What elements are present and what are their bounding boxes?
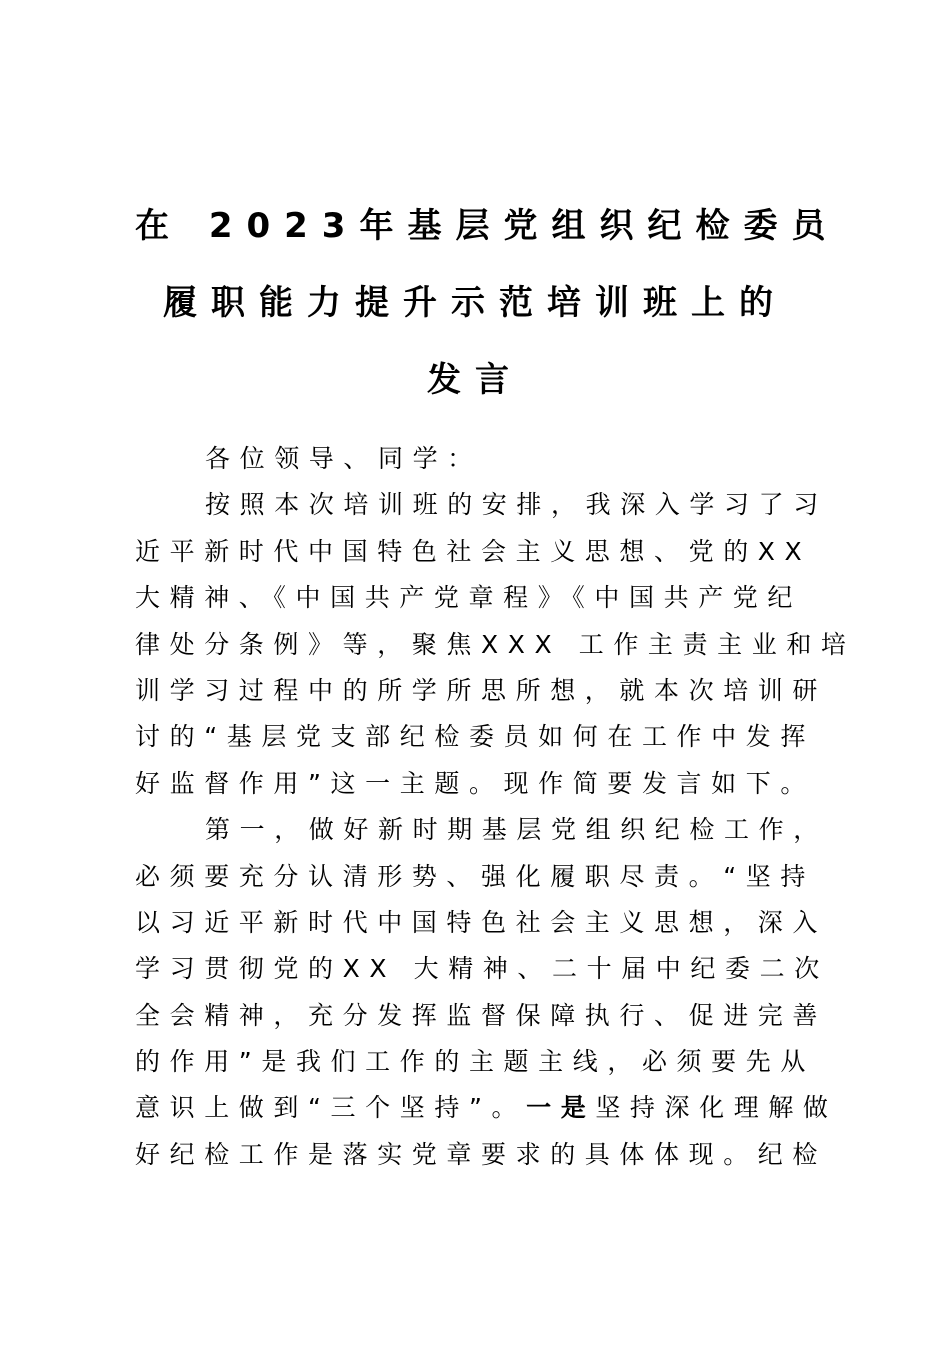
paragraph-1-line-6: 讨的“基层党支部纪检委员如何在工作中发挥 [135, 722, 815, 752]
paragraph-2-line-6: 的作用”是我们工作的主题主线，必须要先从 [135, 1047, 815, 1077]
paragraph-1-line-2: 近平新时代中国特色社会主义思想、党的XX [135, 536, 812, 566]
paragraph-2-line-7-end: 坚持深化理解做 [595, 1093, 838, 1123]
document-body [135, 436, 856, 1178]
paragraph-2-line-5: 全会精神，充分发挥监督保障执行、促进完善 [135, 1000, 828, 1030]
title-line-2: 履职能力提升示范培训班上的 [163, 283, 787, 323]
paragraph-1-line-5: 训学习过程中的所学所思所想，就本次培训研 [135, 675, 828, 705]
paragraph-2-line-8: 好纪检工作是落实党章要求的具体体现。纪检 [135, 1139, 828, 1169]
paragraph-2-line-7-start: 意识上做到“三个坚持”。 [135, 1093, 527, 1123]
paragraph-1-line-1: 按照本次培训班的安排，我深入学习了习 [205, 490, 828, 520]
paragraph-2-line-3: 以习近平新时代中国特色社会主义思想，深入 [135, 907, 828, 937]
title-line-1: 在 2023年基层党组织纪检委员 [135, 206, 840, 246]
paragraph-1-line-7: 好监督作用”这一主题。现作简要发言如下。 [135, 768, 815, 798]
greeting: 各位领导、同学： [205, 444, 482, 473]
paragraph-2-line-1: 第一，做好新时期基层党组织纪检工作， [205, 815, 828, 845]
paragraph-1-line-3: 大精神、《中国共产党章程》《中国共产党纪 [135, 583, 803, 613]
paragraph-2-line-2: 必须要充分认清形势、强化履职尽责。“坚持 [135, 861, 815, 891]
paragraph-1-line-4: 律处分条例》等，聚焦XXX 工作主责主业和培 [135, 629, 856, 659]
paragraph-2-line-7-emphasis: 一是 [526, 1093, 596, 1123]
paragraph-2-line-4: 学习贯彻党的XX 大精神、二十届中纪委二次 [135, 954, 829, 984]
title-line-3: 发言 [427, 360, 523, 400]
paragraph-2-line-7 [135, 1085, 838, 1131]
document-title [135, 188, 840, 419]
